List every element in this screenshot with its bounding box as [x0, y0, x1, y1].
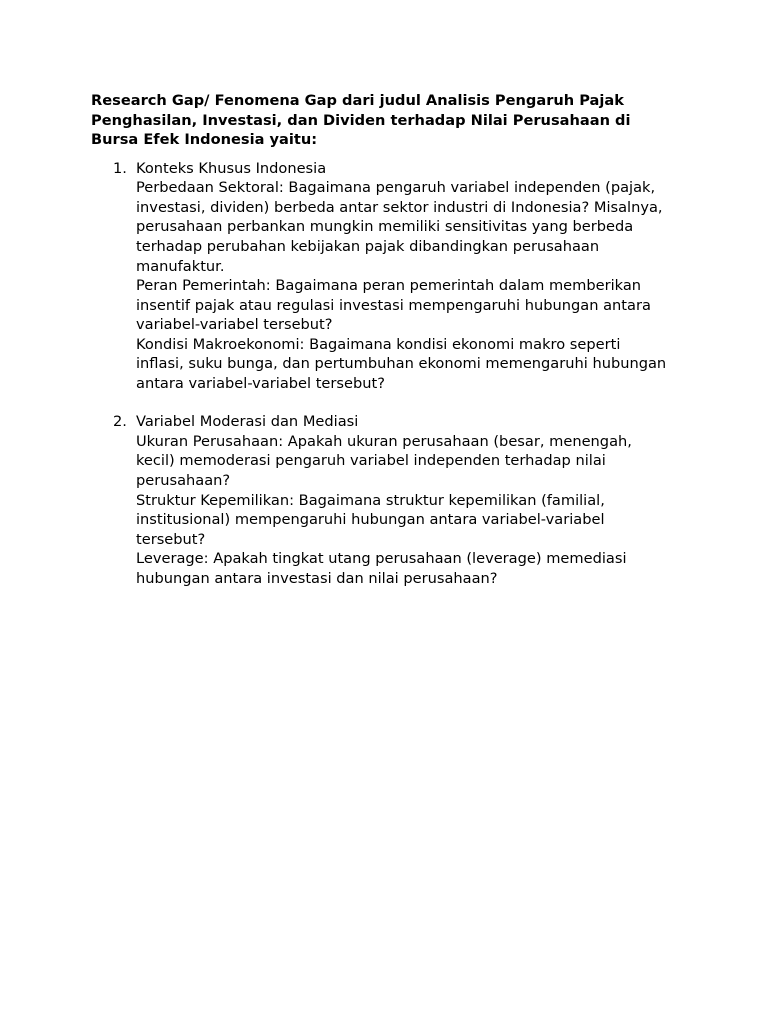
list-item-paragraph: Kondisi Makroekonomi: Bagaimana kondisi ekonomi makro seperti inflasi, suku bunga, dan pertumbuhan ekonomi memengaruhi hubungan antara variabel-variabel tersebut?: [136, 335, 667, 392]
list-item-heading: Konteks Khusus Indonesia: [136, 159, 327, 177]
list-item-paragraph: Struktur Kepemilikan: Bagaimana struktur kepemilikan (familial, institusional) mempengaruhi hubungan antara variabel-variabel tersebut?: [136, 491, 605, 548]
list-item-paragraph: Ukuran Perusahaan: Apakah ukuran perusahaan (besar, menengah, kecil) memoderasi pengaruh variabel independen terhadap nilai perusahaan?: [136, 432, 632, 489]
list-item-paragraph: Perbedaan Sektoral: Bagaimana pengaruh variabel independen (pajak, investasi, dividen) berbeda antar sektor industri di Indonesia? Misalnya, perusahaan perbankan mungkin memiliki sensitivitas yang berbeda terhadap perubahan kebijakan pajak dibandingkan perusahaan manufaktur.: [136, 179, 663, 275]
list-item: [91, 412, 691, 588]
document-title: Research Gap/ Fenomena Gap dari judul Analisis Pengaruh Pajak Penghasilan, Investasi, dan Dividen terhadap Nilai Perusahaan di Bursa Efek Indonesia yaitu:: [91, 92, 631, 149]
list-item-paragraph: Leverage: Apakah tingkat utang perusahaan (leverage) memediasi hubungan antara investasi dan nilai perusahaan?: [136, 550, 627, 587]
list-item-number: 1.: [113, 159, 127, 177]
research-gap-list: [91, 159, 691, 588]
list-item-heading: Variabel Moderasi dan Mediasi: [136, 413, 359, 431]
list-item-paragraph: Peran Pemerintah: Bagaimana peran pemerintah dalam memberikan insentif pajak atau regulasi investasi mempengaruhi hubungan antara variabel-variabel tersebut?: [136, 277, 651, 334]
list-item-number: 2.: [113, 413, 127, 431]
list-item: [91, 159, 691, 394]
document-page: [91, 91, 691, 607]
